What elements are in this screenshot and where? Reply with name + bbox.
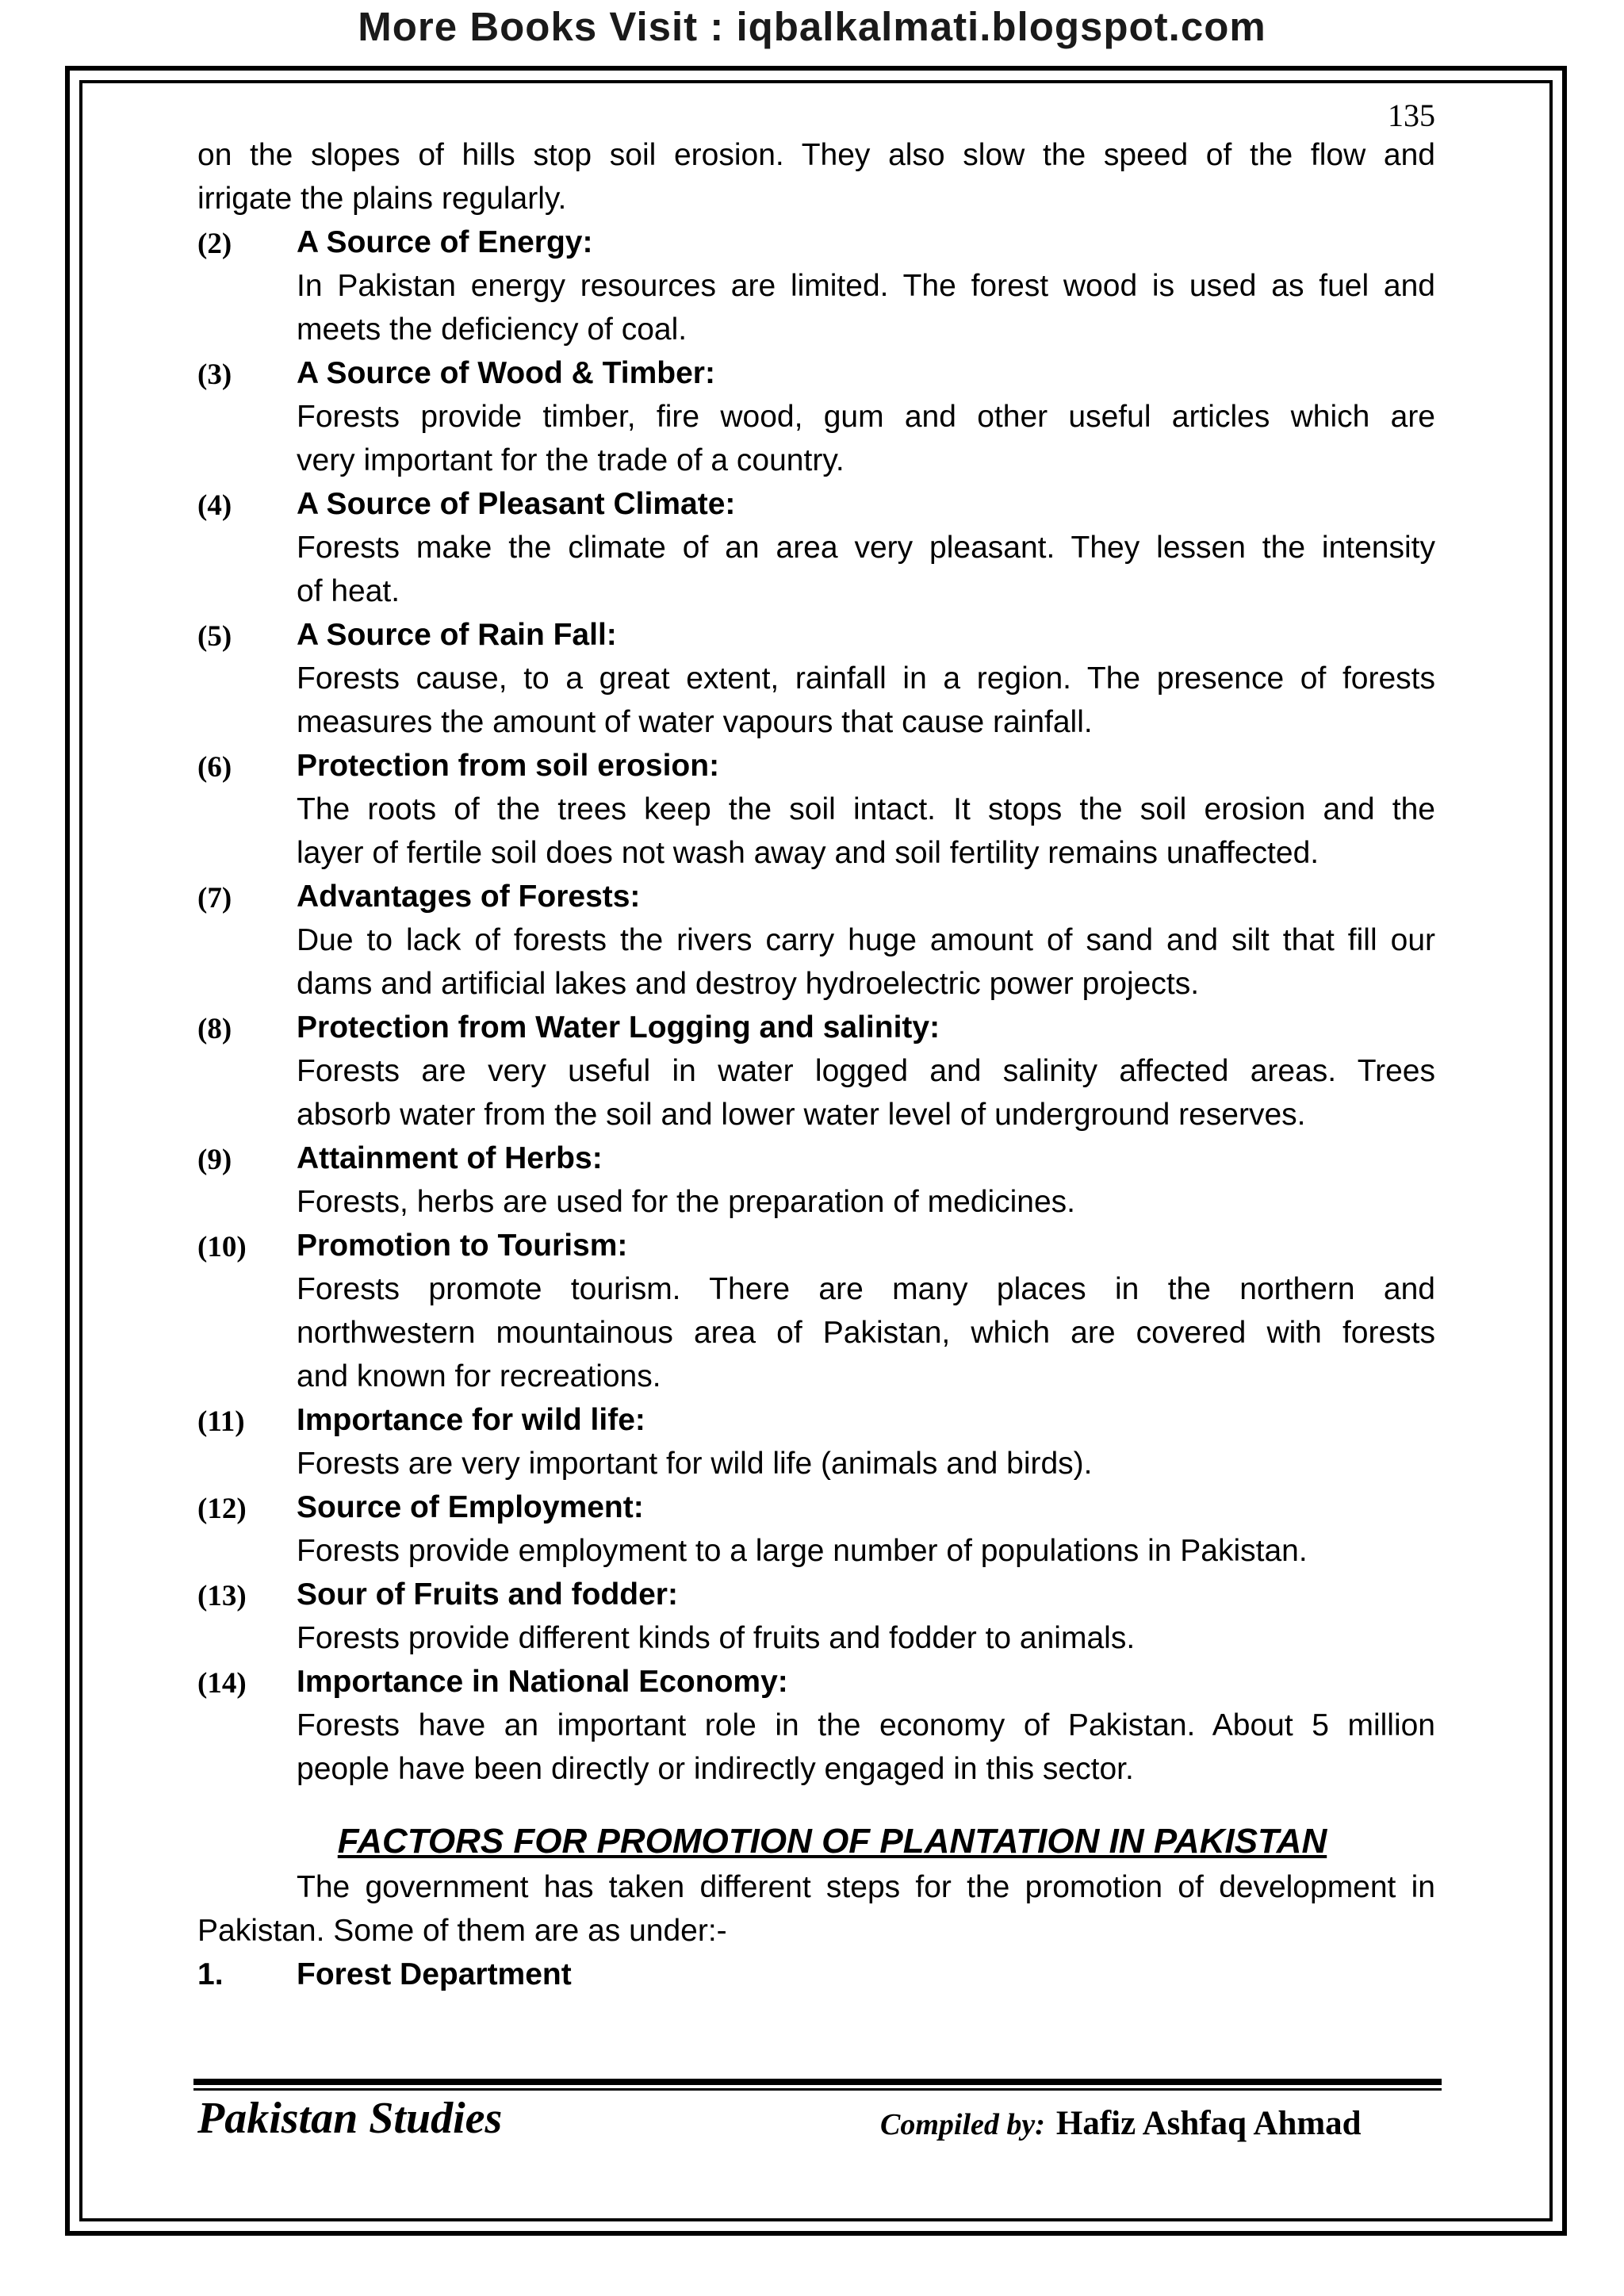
section-line: Pakistan. Some of them are as under:- xyxy=(197,1914,727,1948)
list-item-heading xyxy=(197,1660,1435,1704)
list-item-title: Importance for wild life: xyxy=(297,1403,645,1437)
list-item-heading xyxy=(197,1398,1435,1442)
footer-author: Hafiz Ashfaq Ahmad xyxy=(1055,2105,1362,2142)
list-item-number: (2) xyxy=(197,228,232,260)
list-item-heading xyxy=(197,1006,1435,1049)
list-item-body xyxy=(197,1529,1435,1573)
intro-line: irrigate the plains regularly. xyxy=(197,182,567,216)
page-content xyxy=(197,133,1435,1996)
list-item-heading xyxy=(197,1573,1435,1616)
list-item-body xyxy=(197,395,1435,482)
list-item-number: (14) xyxy=(197,1667,247,1700)
list-item-text-line: Forests promote tourism. There are many places in the northern and xyxy=(297,1272,1435,1306)
list-item-body xyxy=(197,788,1435,875)
footer-book-title: Pakistan Studies xyxy=(197,2094,503,2143)
list-item-number: (11) xyxy=(197,1405,245,1438)
list-item-number: (7) xyxy=(197,882,232,914)
list-item-text-line: Forests provide different kinds of fruits and fodder to animals. xyxy=(297,1621,1136,1655)
list-item-heading xyxy=(197,613,1435,657)
list-item-title: A Source of Rain Fall: xyxy=(297,618,617,652)
list-item-text-line: Forests cause, to a great extent, rainfall in a region. The presence of forests xyxy=(297,661,1435,696)
list-item-text-line: Forests make the climate of an area very pleasant. They lessen the intensity xyxy=(297,531,1435,565)
list-item-title: Source of Employment: xyxy=(297,1490,644,1524)
list-item-body xyxy=(197,1442,1435,1485)
list-item-body xyxy=(197,1704,1435,1791)
list-item-text-line: meets the deficiency of coal. xyxy=(297,312,688,347)
list-item-number: (13) xyxy=(197,1580,247,1612)
list-item-heading xyxy=(197,875,1435,918)
section-line: The government has taken different steps for the promotion of development in xyxy=(297,1870,1435,1904)
list-item-body xyxy=(197,1180,1435,1224)
list-item-heading xyxy=(197,744,1435,788)
list-item-title: Protection from Water Logging and salinity: xyxy=(297,1010,940,1045)
list-item-number: (9) xyxy=(197,1144,232,1176)
list-item-text-line: very important for the trade of a country. xyxy=(297,443,845,477)
list-item-number: (4) xyxy=(197,489,232,522)
list-item-title: Promotion to Tourism: xyxy=(297,1228,628,1263)
list-item-number: (3) xyxy=(197,358,232,391)
list-item-text-line: In Pakistan energy resources are limited. The forest wood is used as fuel and xyxy=(297,269,1435,303)
list-item-number: (8) xyxy=(197,1013,232,1045)
list-item-body xyxy=(197,264,1435,351)
list-item-number: (12) xyxy=(197,1493,247,1525)
list-item-heading xyxy=(197,220,1435,264)
list-item-text-line: Forests provide employment to a large number of populations in Pakistan. xyxy=(297,1534,1308,1568)
list-item-body xyxy=(197,526,1435,613)
list-item-text-line: The roots of the trees keep the soil intact. It stops the soil erosion and the xyxy=(297,792,1435,826)
list-item-title: Advantages of Forests: xyxy=(297,880,641,914)
list-item-text-line: Forests provide timber, fire wood, gum and other useful articles which are xyxy=(297,400,1435,434)
list-item-title: Importance in National Economy: xyxy=(297,1665,788,1699)
list-item-text-line: of heat. xyxy=(297,574,400,608)
numbered-list xyxy=(197,220,1435,1791)
list-item-title: A Source of Pleasant Climate: xyxy=(297,487,736,521)
list-item-text-line: Forests are very useful in water logged and salinity affected areas. Trees xyxy=(297,1054,1435,1088)
list-item-body xyxy=(197,1267,1435,1398)
list-item-title: Attainment of Herbs: xyxy=(297,1141,603,1175)
list-item-heading xyxy=(197,482,1435,526)
list-item-number: (6) xyxy=(197,751,232,784)
list-item-text-line: and known for recreations. xyxy=(297,1359,661,1393)
list-item-text-line: measures the amount of water vapours that cause rainfall. xyxy=(297,705,1093,739)
list-item-number: (10) xyxy=(197,1231,247,1263)
page-number: 135 xyxy=(1388,98,1435,133)
list-item-text-line: Forests have an important role in the economy of Pakistan. About 5 million xyxy=(297,1708,1435,1742)
list-item-title: A Source of Energy: xyxy=(297,225,593,259)
footer-credit xyxy=(880,2104,1362,2143)
list-item-text-line: dams and artificial lakes and destroy hydroelectric power projects. xyxy=(297,967,1200,1001)
list-item-text-line: northwestern mountainous area of Pakistan, which are covered with forests xyxy=(297,1316,1435,1350)
section-heading: FACTORS FOR PROMOTION OF PLANTATION IN PAKISTAN xyxy=(337,1822,1327,1861)
list-item-title: Protection from soil erosion: xyxy=(297,749,720,783)
list-item-number: (5) xyxy=(197,620,232,653)
list-item-title: A Source of Wood & Timber: xyxy=(297,356,715,390)
list-item-forest-department xyxy=(197,1953,1435,1996)
list-item-text-line: Forests are very important for wild life (animals and birds). xyxy=(297,1447,1093,1481)
list-item-body xyxy=(197,918,1435,1006)
footer-compiled-by: Compiled by: xyxy=(880,2108,1045,2141)
list-item-body xyxy=(197,657,1435,744)
intro-line: on the slopes of hills stop soil erosion. They also slow the speed of the flow and xyxy=(197,138,1435,172)
list-item-text-line: absorb water from the soil and lower water level of underground reserves. xyxy=(297,1098,1306,1132)
list-item-body xyxy=(197,1616,1435,1660)
list-item-heading xyxy=(197,1485,1435,1529)
list-item-text-line: Due to lack of forests the rivers carry huge amount of sand and silt that fill our xyxy=(297,923,1435,957)
list-item-text-line: Forests, herbs are used for the preparation of medicines. xyxy=(297,1185,1076,1219)
list-item-title: Forest Department xyxy=(297,1957,572,1991)
list-item-text-line: people have been directly or indirectly engaged in this sector. xyxy=(297,1752,1134,1786)
blog-banner: More Books Visit : iqbalkalmati.blogspot.com xyxy=(358,4,1266,49)
list-item-title: Sour of Fruits and fodder: xyxy=(297,1577,678,1612)
list-item-heading xyxy=(197,1137,1435,1180)
footer-rule-thin xyxy=(193,2088,1442,2091)
list-item-heading xyxy=(197,351,1435,395)
list-item-body xyxy=(197,1049,1435,1137)
list-item-heading xyxy=(197,1224,1435,1267)
list-item-number: 1. xyxy=(197,1957,224,1991)
list-item-text-line: layer of fertile soil does not wash away and soil fertility remains unaffected. xyxy=(297,836,1320,870)
footer-rule xyxy=(193,2079,1442,2085)
